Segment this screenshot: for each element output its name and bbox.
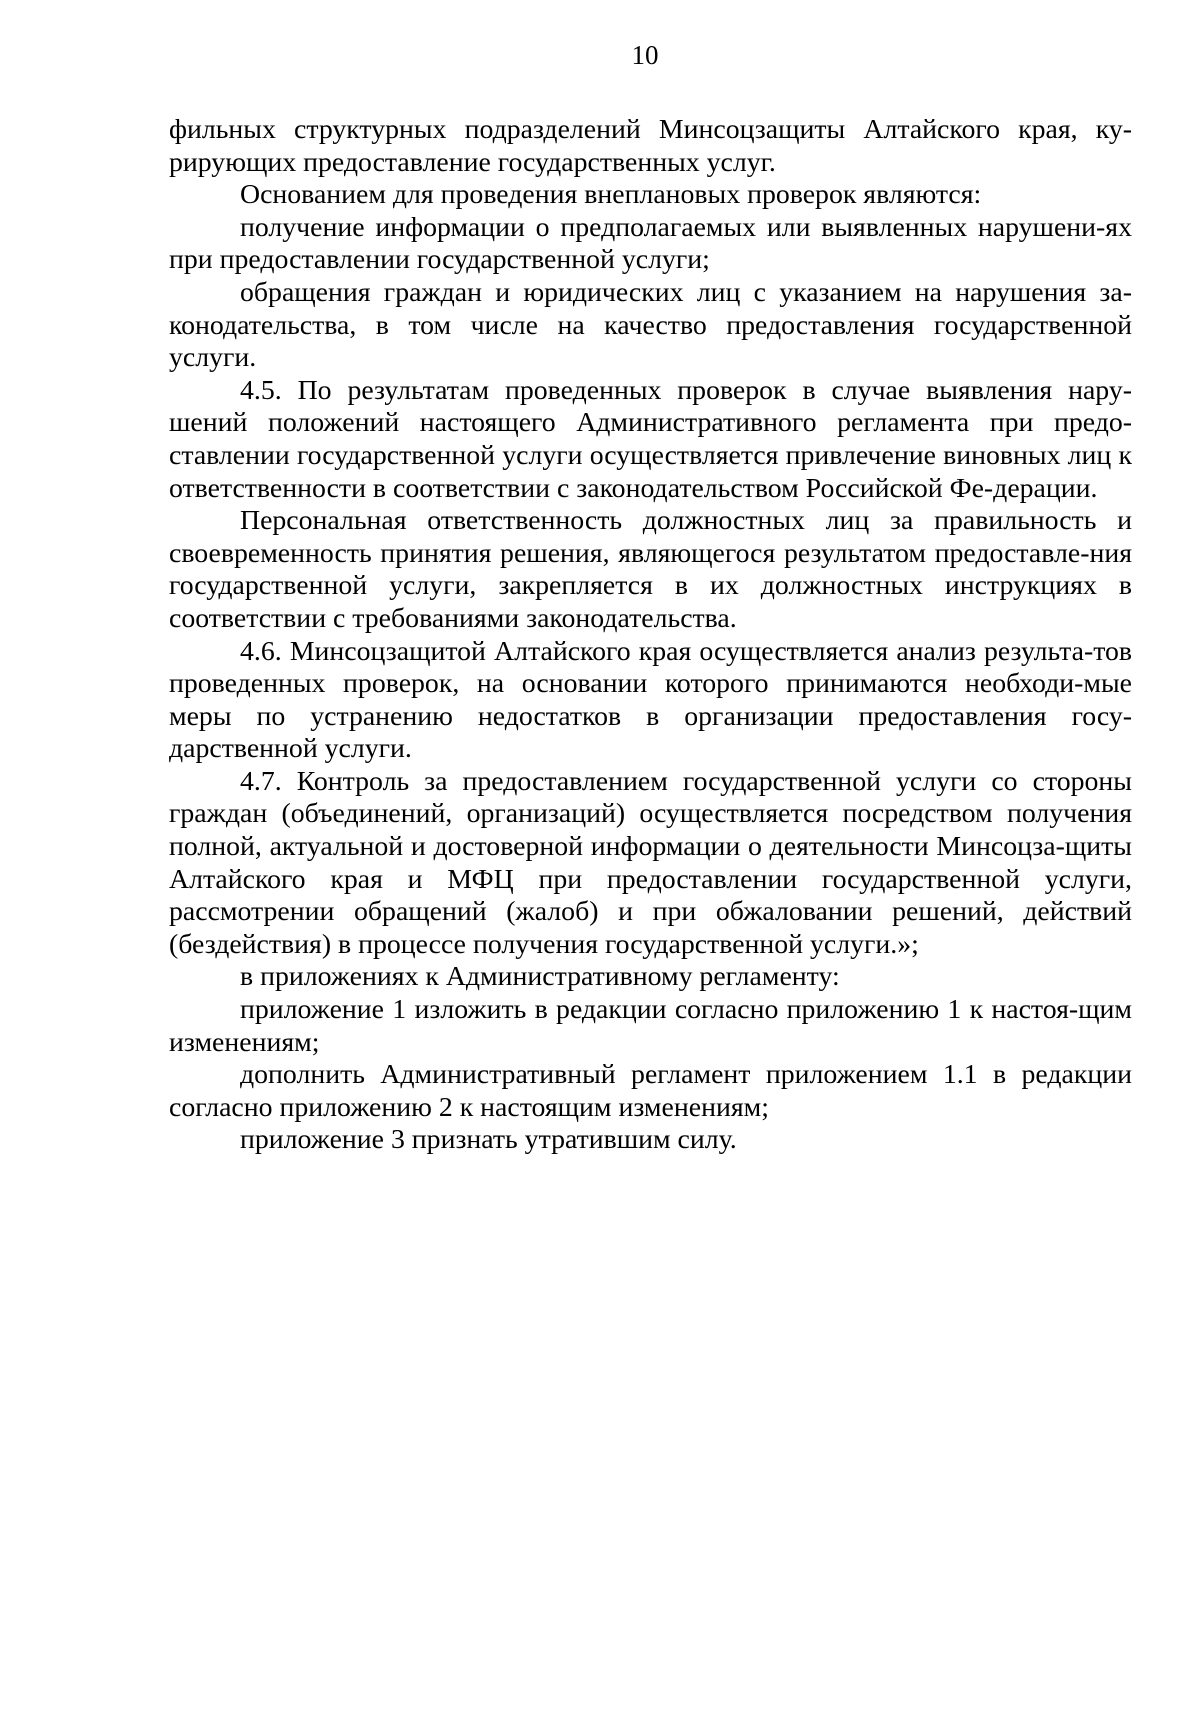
paragraph-appendix-3: приложение 3 признать утратившим силу. [240, 1124, 737, 1156]
paragraph-personal-responsibility: Персональная ответственность должностных лиц за правильность и своевременность принятия решения, являющегося результатом предоставле-ния государственной услуги, закрепляется в их должностных инструкциях в соответствии с требованиями законодательства. [169, 505, 1132, 634]
paragraph-appendix-1-1: дополнить Административный регламент приложением 1.1 в редакции согласно приложению 2 к настоящим изменениям; [169, 1059, 1132, 1123]
paragraph-4-7: 4.7. Контроль за предоставлением государственной услуги со стороны граждан (объединений, организаций) осуществляется посредством получения полной, актуальной и достоверной информации о деятельности Минсоцза-щиты Алтайского края и МФЦ при предоставлении государственной услуги, рассмотрении обращений (жалоб) и при обжаловании решений, действий (бездействия) в процессе получения государственной услуги.»; [169, 765, 1132, 960]
paragraph-appendices-intro: в приложениях к Административному регламенту: [240, 961, 840, 993]
paragraph-information-received: получение информации о предполагаемых или выявленных нарушени-ях при предоставлении государственной услуги; [169, 211, 1132, 276]
paragraph-appendix-1: приложение 1 изложить в редакции согласно приложению 1 к настоя-щим изменениям; [169, 994, 1132, 1058]
paragraph-unscheduled-inspections: Основанием для проведения внеплановых проверок являются: [240, 179, 982, 211]
page-number: 10 [631, 40, 659, 70]
paragraph-4-5: 4.5. По результатам проведенных проверок в случае выявления нару-шений положений настоящего Административного регламента при предо-ставлении государственной услуги осуществляется привлечение виновных лиц к ответственности в соответствии с законодательством Российской Фе-дерации. [169, 374, 1132, 504]
paragraph-citizen-appeals: обращения граждан и юридических лиц с указанием на нарушения за-конодательства, в том числе на качество предоставления государственной услуги. [169, 276, 1132, 374]
paragraph-continuation: фильных структурных подразделений Минсоцзащиты Алтайского края, ку-рирующих предоставление государственных услуг. [169, 114, 1132, 178]
document-body [169, 114, 1132, 1157]
paragraph-4-6: 4.6. Минсоцзащитой Алтайского края осуществляется анализ результа-тов проведенных проверок, на основании которого принимаются необходи-мые меры по устранению недостатков в организации предоставления госу-дарственной услуги. [169, 635, 1132, 765]
